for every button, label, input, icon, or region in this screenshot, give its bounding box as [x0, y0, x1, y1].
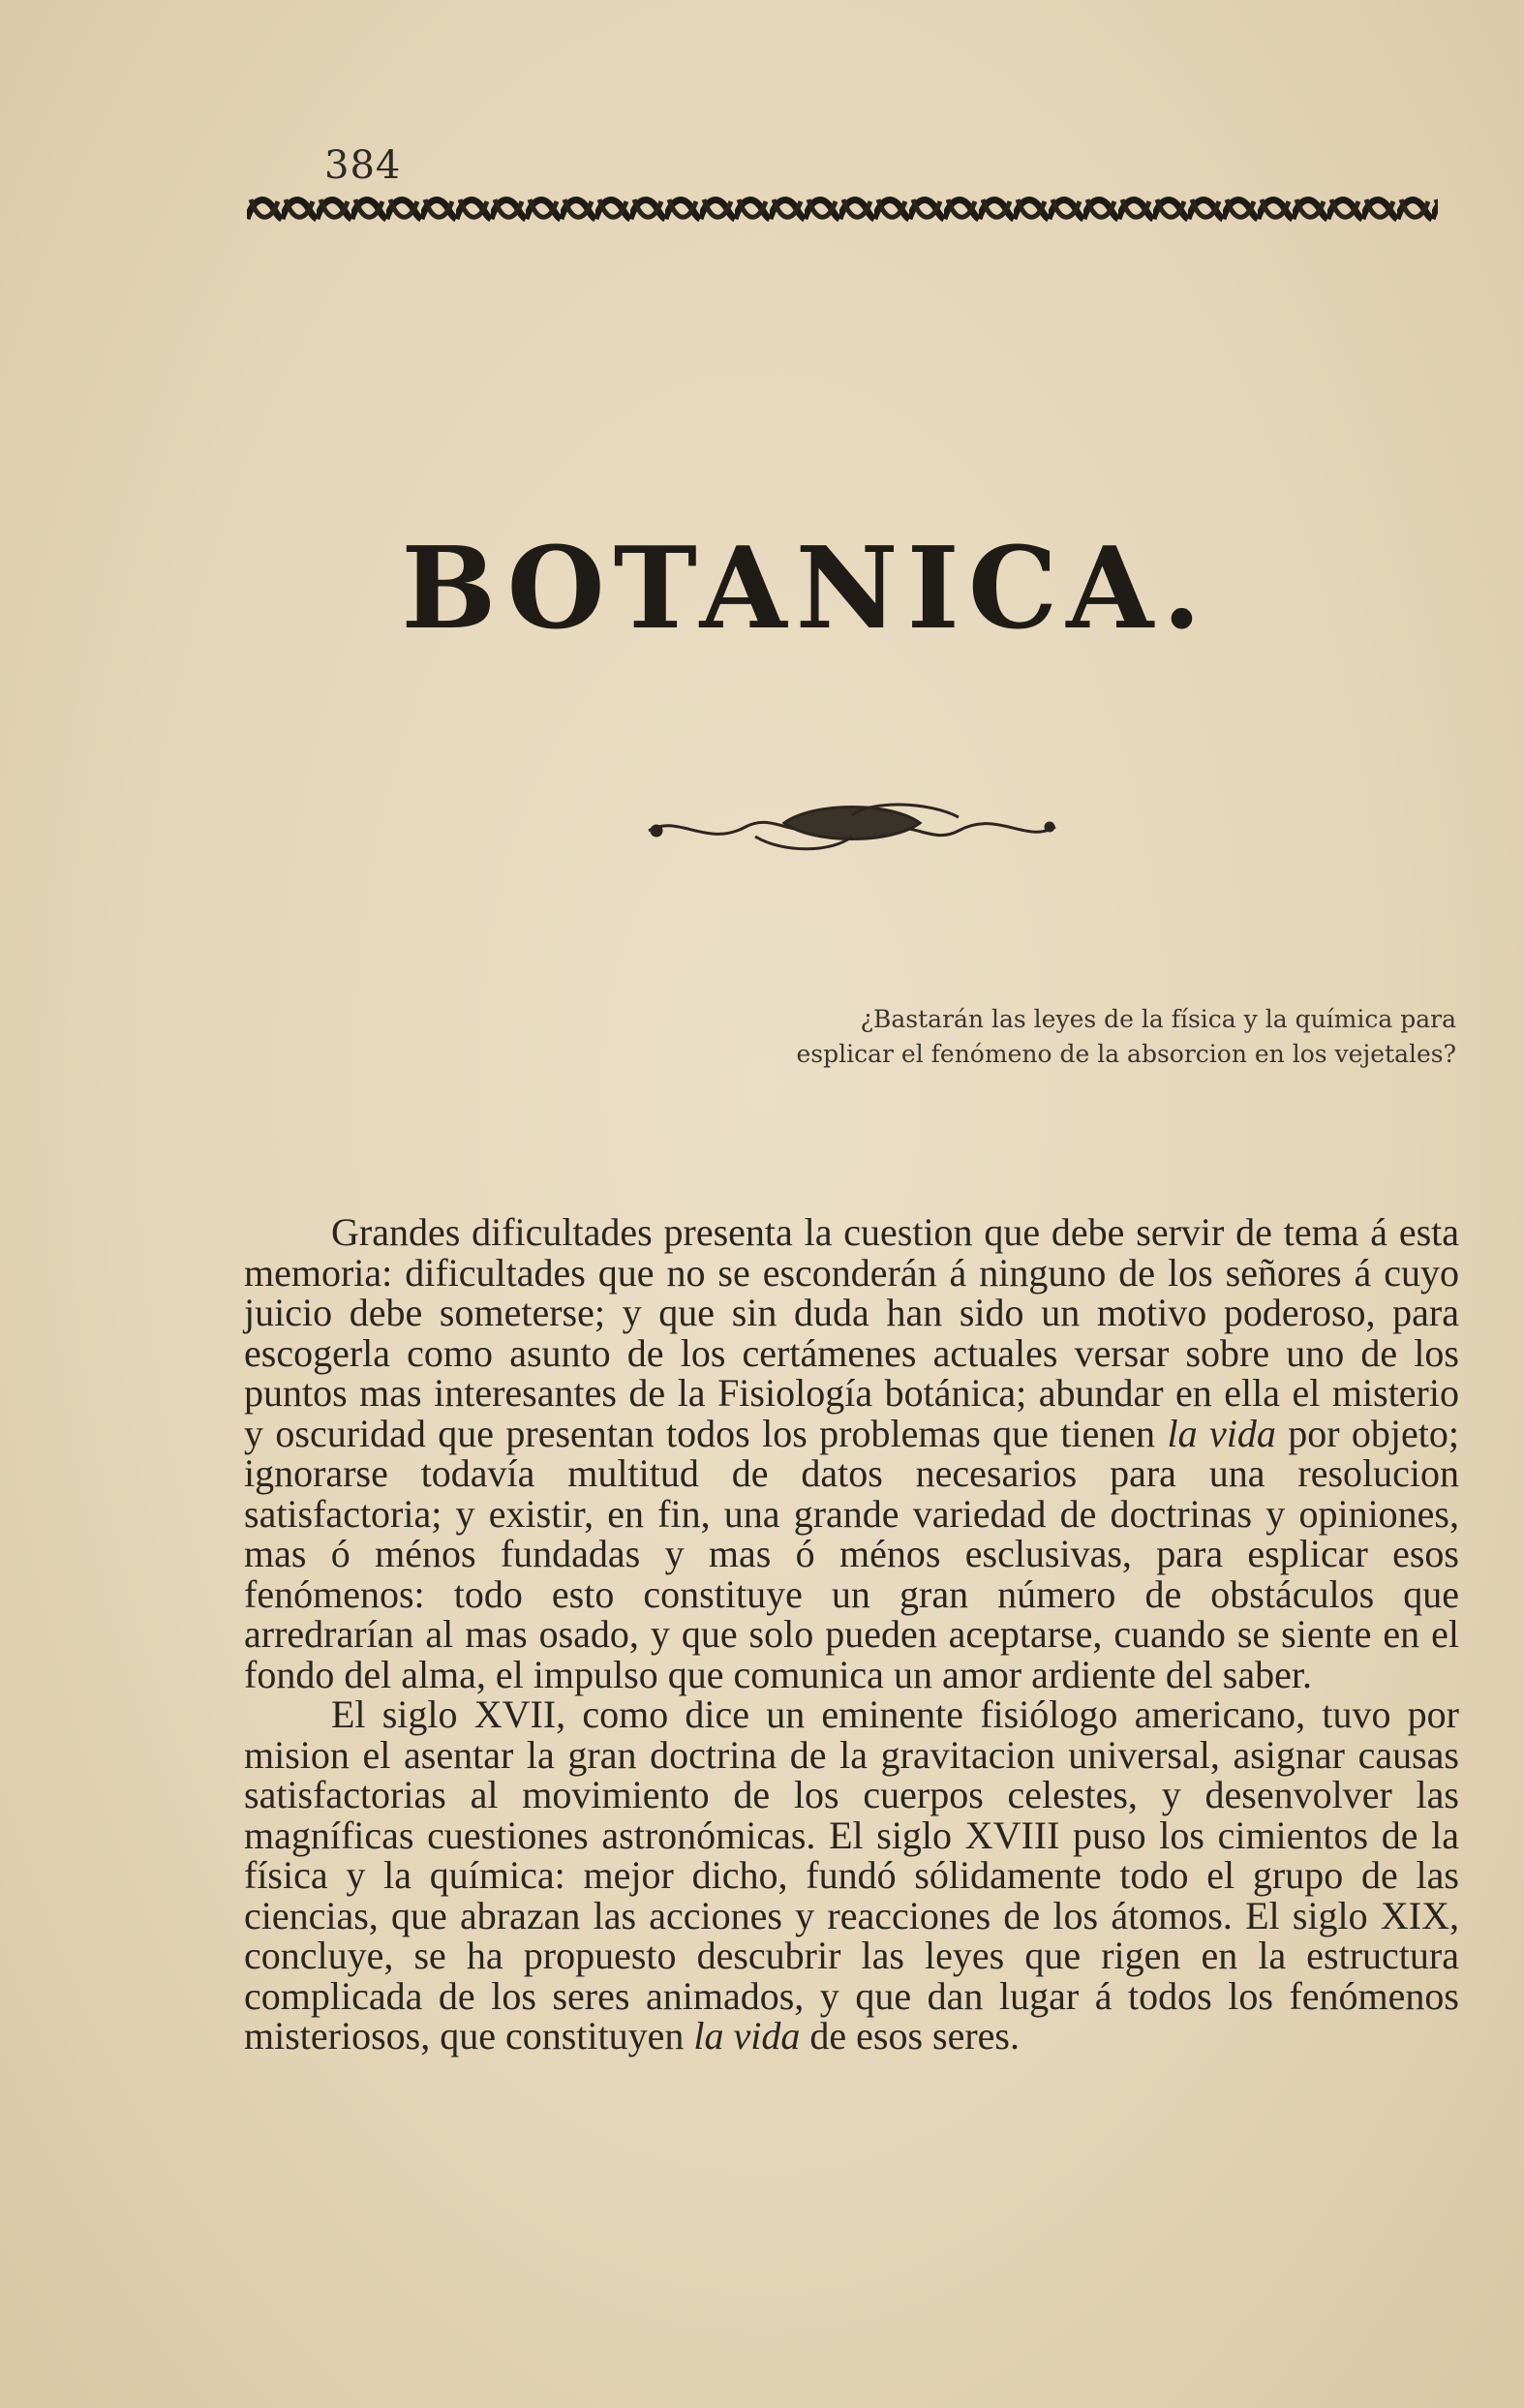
page-number: 384 [324, 143, 402, 188]
paragraph-1-text: Grandes dificultades presenta la cuestion que debe servir de tema á esta memoria: dificultades que no se esconderán á ninguno de los señores á cuyo juicio debe someterse; y que sin duda han sido un motivo poderoso, para escogerla como asunto de los certámenes actuales versar sobre uno de los puntos mas interesantes de la Fisiología botánica; abundar en ella el misterio y oscuridad que presentan todos los problemas que tienen [244, 1210, 1459, 1455]
epigraph-line-2: esplicar el fenómeno de la absorcion en los vejetales? [796, 1040, 1456, 1068]
fleuron-divider-icon [639, 794, 1065, 862]
page-title: BOTANICA. [401, 523, 1210, 655]
ornamental-braid-rule-icon [247, 192, 1438, 227]
paragraph-2-text: El siglo XVII, como dice un eminente fisiólogo americano, tuvo por mision el asentar la gran doctrina de la gravitacion universal, asignar causas satisfactorias al movimiento de los cuerpos celestes, y desenvolver las magníficas cuestiones astronómicas. El siglo XVIII puso los cimientos de la física y la química: mejor dicho, fundó sólidamente todo el grupo de las ciencias, que abrazan las acciones y reacciones de los átomos. El siglo XIX, concluye, se ha propuesto descubrir las leyes que rigen en la estructura complicada de los seres animados, y que dan lugar á todos los fenómenos misteriosos, que constituyen [244, 1692, 1459, 2057]
epigraph [662, 1002, 1456, 1072]
paragraph-1-italic: la vida [1167, 1411, 1276, 1455]
paragraph-2-italic: la vida [693, 2014, 801, 2057]
epigraph-line-1: ¿Bastarán las leyes de la física y la química para [860, 1005, 1456, 1033]
paragraph-2-text-end: de esos seres. [809, 2014, 1020, 2057]
paragraph-2 [244, 1694, 1459, 2057]
body-text [244, 1212, 1459, 2057]
paragraph-1 [244, 1212, 1459, 1694]
paragraph-1-text-end: por objeto; ignorarse todavía multitud de datos necesarios para una resolucion satisfactoria; y existir, en fin, una grande variedad de doctrinas y opiniones, mas ó ménos fundadas y mas ó ménos esclusivas, para esplicar esos fenómenos: todo esto constituye un gran número de obstáculos que arredrarían al mas osado, y que solo pueden aceptarse, cuando se siente en el fondo del alma, el impulso que comunica un amor ardiente del saber. [244, 1411, 1460, 1696]
